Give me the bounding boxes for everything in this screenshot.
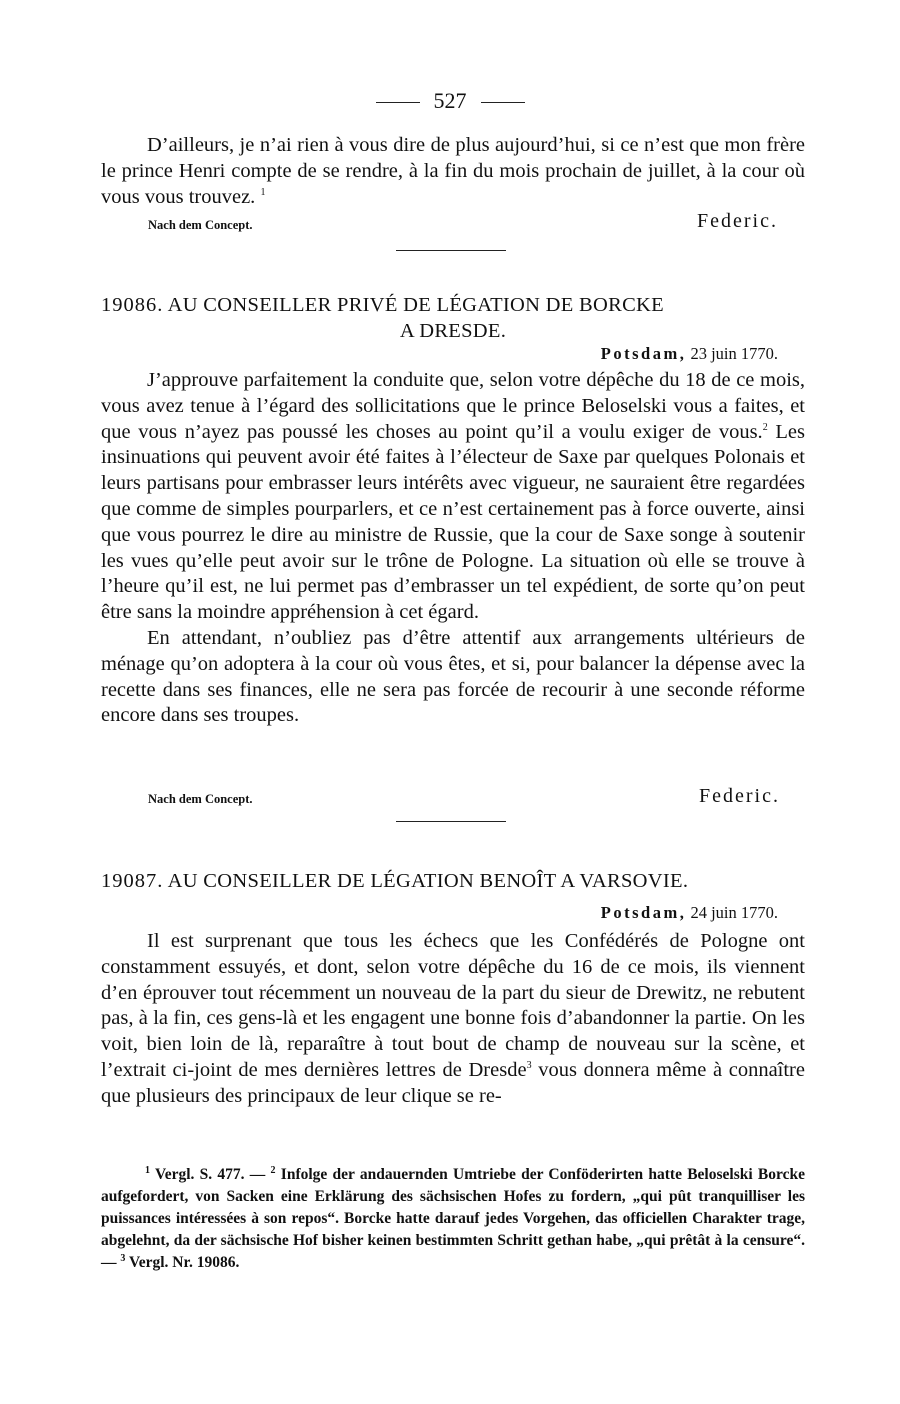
footnote-2-mark: 2 — [270, 1164, 276, 1176]
dateline-place: Potsdam, — [600, 903, 687, 922]
entry-19086-paragraph-1 — [101, 368, 805, 626]
footnote-marker: 2 — [762, 421, 768, 433]
dateline-date: 24 juin 1770. — [690, 903, 778, 922]
paragraph-text: Les insinuations qui peuvent avoir été faites à l’électeur de Saxe par quelques Polonais et leurs partisans pour embrasser leurs intérêts avec vigueur, ne sauraient être regardées que comme de simples pourparlers, et ce n’est certainement pas à force ouverte, ainsi que vous pourrez le dire au ministre de Russie, que la cour de Saxe songe à soutenir les vues qu’elle peut avoir sur le trône de Pologne. La situation où elle se trouve à l’heure qu’il est, ne lui permet pas d’embrasser un tel expédient, de sorte qu’on peut être sans la moindre appréhension à cet égard. — [101, 420, 805, 624]
entry-19086-signature: Federic. — [699, 785, 780, 807]
footnote-3-text: Vergl. Nr. 19086. — [125, 1254, 240, 1271]
heading-line-1: AU CONSEILLER DE LÉGATION BENOÎT A VARSOVIE. — [167, 870, 689, 892]
footnote-marker: 1 — [260, 186, 266, 198]
entry-19087-body — [101, 929, 805, 1110]
entry-number: 19087. — [101, 870, 164, 892]
dateline-date: 23 juin 1770. — [690, 344, 778, 363]
entry-19087-paragraph — [101, 929, 805, 1110]
heading-line-2: A DRESDE. — [399, 320, 507, 342]
entry-19086-heading — [101, 292, 805, 344]
entry-number: 19086. — [101, 294, 164, 316]
dateline-place: Potsdam, — [600, 344, 687, 363]
entry-19086-paragraph-2: En attendant, n’oubliez pas d’être attentif aux arrangements ultérieurs de ménage qu’on adoptera à la cour où vous êtes, et si, pour balancer la dépense avec la recette dans ses finances, elle ne sera pas forcée de recourir à une seconde réforme encore dans ses troupes. — [101, 626, 805, 727]
entry-19087-dateline — [601, 903, 778, 923]
footnote-3-mark: 3 — [120, 1252, 126, 1264]
prev-entry-body — [101, 133, 805, 210]
section-divider — [396, 250, 506, 251]
page-number: 527 — [433, 88, 467, 113]
paragraph-text: J’approuve parfaitement la conduite que, selon votre dépêche du 18 de ce mois, vous avez tenue à l’égard des sollicitations que le prince Beloselski vous a faites, et que vous n’ayez pas poussé les choses au point qu’il a voulu exiger de vous. — [101, 369, 805, 443]
footnotes — [101, 1164, 805, 1274]
footnote-2-text: Infolge der andauernden Umtriebe der Conföderirten hatte Beloselski Borcke aufgefordert, von Sacken eine Erklärung des sächsischen Hofes zu fordern, „qui pût tranquilliser les puissances intéressées à son repos“. Borcke hatte darauf jedes Vorgehen, das officiellen Charakter trage, abgelehnt, da der sächsische Hof bisher keinen bestimmten Schritt gethan habe, „qui prêtât à la censure“. — — [101, 1166, 805, 1271]
section-divider — [396, 821, 506, 822]
footnote-1-mark: 1 — [145, 1164, 150, 1176]
prev-entry-paragraph — [101, 133, 805, 210]
header-dash-left — [376, 102, 420, 103]
heading-line-1: AU CONSEILLER PRIVÉ DE LÉGATION DE BORCKE — [167, 294, 664, 316]
header-dash-right — [481, 102, 525, 103]
entry-19087-heading — [101, 868, 805, 894]
entry-19086-source: Nach dem Concept. — [148, 792, 253, 806]
paragraph-text: Il est surprenant que tous les échecs que les Confédérés de Pologne ont constamment essuyés, et dont, selon votre dépêche du 16 de ce mois, ils viennent d’en éprouver tout récemment un nouveau de la part du sieur de Drewitz, ne rebutent pas, à la fin, ces gens-là et les engagent une bonne fois d’abandonner la partie. On les voit, bien loin de là, reparaître à tout bout de champ de nouveau sur la scène, et l’extrait ci-joint de mes dernières lettres de Dresde — [101, 930, 805, 1081]
paragraph-text: D’ailleurs, je n’ai rien à vous dire de plus aujourd’hui, si ce n’est que mon frère le prince Henri compte de se rendre, à la fin du mois prochain de juillet, à la cour où vous vous trouvez. — [101, 134, 805, 208]
entry-19086-body — [101, 368, 805, 729]
page-header — [0, 88, 900, 114]
footnote-marker: 3 — [526, 1060, 532, 1072]
paragraph-text: vous donnera même à connaître que plusieurs des principaux de leur clique se re- — [101, 1058, 805, 1107]
footnote-1-text: Vergl. S. 477. — — [150, 1166, 271, 1183]
footnote-block — [101, 1164, 805, 1274]
entry-19086-dateline — [601, 344, 778, 364]
prev-entry-signature: Federic. — [697, 210, 778, 232]
prev-entry-source: Nach dem Concept. — [148, 218, 253, 232]
